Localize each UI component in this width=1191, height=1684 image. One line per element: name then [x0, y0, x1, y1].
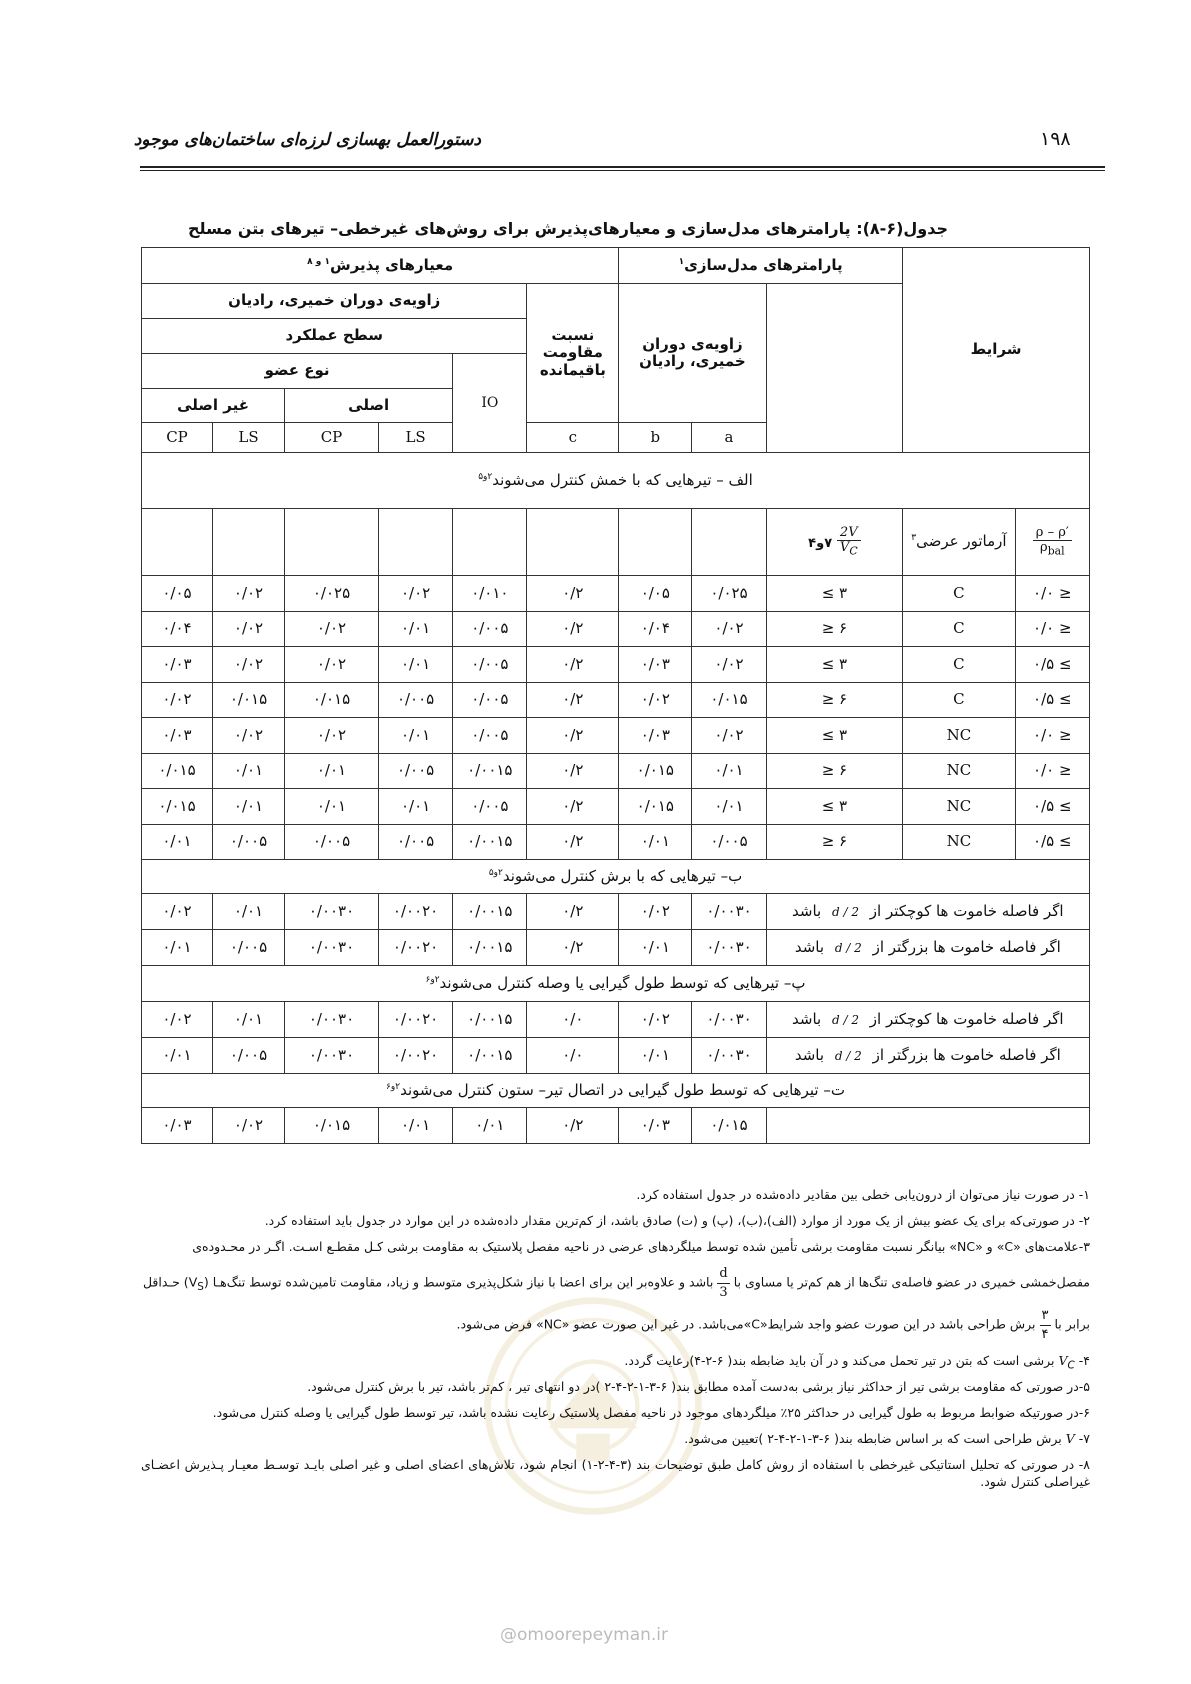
cell-p-cp: ۰/۰۱ — [285, 753, 379, 789]
modeling-plastic-rotation-header: زاویه‌ی دوران خمیری، رادیان — [619, 284, 766, 423]
cell-p-ls: ۰/۰۱ — [378, 718, 452, 754]
cell-io: ۰/۰۰۱۵ — [453, 1002, 527, 1038]
cell-s-cp: ۰/۰۲ — [142, 682, 213, 718]
cell-c: ۰/۰ — [527, 1002, 619, 1038]
cell-a: ۰/۰۰۵ — [692, 824, 766, 860]
cell-a: ۰/۰۰۳۰ — [692, 1002, 766, 1038]
cell-c: ۰/۲ — [527, 1108, 619, 1144]
watermark-text: @omoorepeyman.ir — [500, 1625, 669, 1645]
cell-rho: ≤ ۰/۰ — [1015, 753, 1089, 789]
cell-s-cp: ۰/۰۲ — [142, 1002, 213, 1038]
cell-io: ۰/۰۰۱۵ — [453, 824, 527, 860]
cell-b: ۰/۰۳ — [619, 647, 692, 683]
footnote-3-line3: برابر با ۳ ۴ برش طراحی باشد در این صورت عضو واجد شرایط«C»می‌باشد. در غیر این صورت عضو «NC» فرض می‌شود. — [456, 1308, 1090, 1342]
cell-c: ۰/۲ — [527, 718, 619, 754]
cell-s-cp: ۰/۰۲ — [142, 894, 213, 930]
cell-s-ls: ۰/۰۰۵ — [212, 1038, 284, 1074]
secondary-ls-header: LS — [212, 423, 284, 453]
cell-p-cp: ۰/۰۲۵ — [285, 576, 379, 612]
cell-p-ls: ۰/۰۰۲۰ — [378, 930, 452, 966]
cell-io: ۰/۰۰۵ — [453, 611, 527, 647]
cell-io: ۰/۰۰۵ — [453, 682, 527, 718]
table-row — [142, 824, 1090, 860]
cell-p-cp: ۰/۰۰۳۰ — [285, 894, 379, 930]
conditions-header: شرایط — [903, 248, 1090, 453]
cell-transverse: NC — [903, 824, 1015, 860]
section-joint-title: ت– تیرهایی که توسط طول گیرایی در اتصال تیر– ستون کنترل می‌شوند$^{۲و۶}$ — [142, 1074, 1090, 1108]
cell-s-cp: ۰/۰۵ — [142, 576, 213, 612]
cell-c: ۰/۲ — [527, 576, 619, 612]
cell-s-cp: ۰/۰۳ — [142, 1108, 213, 1144]
header-rule-thin — [140, 170, 1105, 171]
cell-p-cp: ۰/۰۰۳۰ — [285, 1038, 379, 1074]
secondary-cp-header: CP — [142, 423, 213, 453]
cell-s-ls: ۰/۰۱۵ — [212, 682, 284, 718]
cell-p-ls: ۰/۰۲ — [378, 576, 452, 612]
cell-shear-ratio: ≤ ۳ — [766, 576, 903, 612]
cell-io: ۰/۰۰۵ — [453, 647, 527, 683]
cell-s-cp: ۰/۰۱ — [142, 1038, 213, 1074]
cell-p-cp: ۰/۰۲ — [285, 611, 379, 647]
cell-shear-ratio: ≤ ۳ — [766, 718, 903, 754]
cell-b: ۰/۰۲ — [619, 682, 692, 718]
cell-transverse: NC — [903, 753, 1015, 789]
cell-a: ۰/۰۰۳۰ — [692, 894, 766, 930]
cell-a: ۰/۰۰۳۰ — [692, 1038, 766, 1074]
cell-p-cp: ۰/۰۱۵ — [285, 1108, 379, 1144]
table-row — [142, 1002, 1090, 1038]
cell-c: ۰/۲ — [527, 894, 619, 930]
table-row — [142, 647, 1090, 683]
cell-p-cp: ۰/۰۱ — [285, 789, 379, 825]
cell-c: ۰/۲ — [527, 682, 619, 718]
cell-b: ۰/۰۱ — [619, 824, 692, 860]
cell-io: ۰/۰۱۰ — [453, 576, 527, 612]
footnote-5: ۵-در صورتی که مقاومت برشی تیر از حداکثر نیاز برشی به‌دست آمده مطابق بند( ۶-۳-۱-۲-۴-۲ )در دو انتهای تیر ، کم‌تر باشد، تیر با برش کنترل می‌شود. — [307, 1379, 1090, 1394]
cell-p-cp: ۰/۰۱۵ — [285, 682, 379, 718]
cell-io: ۰/۰۰۱۵ — [453, 1038, 527, 1074]
footnote-2: ۲- در صورتی‌که برای یک عضو بیش از یک مورد از موارد (الف)،(ب)، (پ) و (ت) صادق باشد، از کم‌ترین مقدار داده‌شده در این موارد در جدول باید استفاده کرد. — [264, 1213, 1090, 1228]
cell-condition: اگر فاصله خاموت ها بزرگتر از d / 2 باشد — [766, 1038, 1089, 1074]
cell-s-ls: ۰/۰۲ — [212, 576, 284, 612]
cell-c: ۰/۲ — [527, 647, 619, 683]
cell-p-cp: ۰/۰۰۳۰ — [285, 1002, 379, 1038]
reinforcement-ratio-header: $\frac{\rho - \rho'}{\rho_{bal}}$ — [1015, 509, 1089, 576]
performance-level-header: سطح عملکرد — [142, 319, 527, 354]
primary-member-header: اصلی — [285, 389, 453, 423]
cell-transverse: NC — [903, 789, 1015, 825]
cell-p-cp: ۰/۰۲ — [285, 718, 379, 754]
section-flexure-title: الف – تیرهایی که با خمش کنترل می‌شوند$^{۲و۵}$ — [142, 453, 1090, 509]
cell-a: ۰/۰۰۳۰ — [692, 930, 766, 966]
cell-a: ۰/۰۲ — [692, 718, 766, 754]
footnote-1: ۱- در صورت نیاز می‌توان از درون‌یابی خطی بین مقادیر داده‌شده در جدول استفاده کرد. — [636, 1187, 1090, 1202]
cell-s-ls: ۰/۰۱ — [212, 789, 284, 825]
table-caption: جدول(۶-۸): پارامترهای مدل‌سازی و معیارهای‌پذیرش برای روش‌های غیرخطی– تیرهای بتن مسلح — [188, 219, 948, 238]
cell-a: ۰/۰۱ — [692, 753, 766, 789]
cell-s-ls: ۰/۰۰۵ — [212, 824, 284, 860]
flexure-rows — [142, 576, 1090, 860]
cell-transverse: NC — [903, 718, 1015, 754]
cell-rho: ≥ ۰/۵ — [1015, 824, 1089, 860]
cell-b: ۰/۰۵ — [619, 576, 692, 612]
cell-shear-ratio: ≤ ۳ — [766, 647, 903, 683]
running-header-title: دستورالعمل بهسازی لرزه‌ای ساختمان‌های موجود — [133, 130, 481, 150]
cell-p-cp: ۰/۰۲ — [285, 647, 379, 683]
cell-p-ls: ۰/۰۱ — [378, 647, 452, 683]
cell-s-cp: ۰/۰۳ — [142, 647, 213, 683]
cell-c: ۰/۲ — [527, 753, 619, 789]
cell-s-cp: ۰/۰۱۵ — [142, 753, 213, 789]
footnote-7: ۷- V برش طراحی است که بر اساس ضابطه بند( ۶-۳-۱-۲-۴-۲ )تعیین می‌شود. — [684, 1431, 1090, 1446]
cell-a: ۰/۰۱۵ — [692, 682, 766, 718]
cell-p-cp: ۰/۰۰۳۰ — [285, 930, 379, 966]
section-shear-title: ب– تیرهایی که با برش کنترل می‌شوند$^{۲و۵}$ — [142, 860, 1090, 894]
shear-rows — [142, 894, 1090, 966]
primary-ls-header: LS — [378, 423, 452, 453]
cell-a: ۰/۰۲۵ — [692, 576, 766, 612]
cell-s-ls: ۰/۰۱ — [212, 1002, 284, 1038]
shear-ratio-header: $\frac{2V}{V_C}$ ۷و۴ — [766, 509, 903, 576]
page-number: ۱۹۸ — [1040, 128, 1071, 150]
acceptance-criteria-table — [141, 247, 1090, 1144]
cell-s-cp: ۰/۰۴ — [142, 611, 213, 647]
cell-condition: اگر فاصله خاموت ها کوچکتر از d / 2 باشد — [766, 1002, 1089, 1038]
cell-p-ls: ۰/۰۰۲۰ — [378, 894, 452, 930]
cell-transverse: C — [903, 576, 1015, 612]
member-type-header: نوع عضو — [142, 354, 453, 389]
cell-rho: ≥ ۰/۵ — [1015, 647, 1089, 683]
cell-b: ۰/۰۱ — [619, 1038, 692, 1074]
cell-c: ۰/۲ — [527, 930, 619, 966]
cell-p-ls: ۰/۰۰۲۰ — [378, 1002, 452, 1038]
cell-c: ۰/۲ — [527, 824, 619, 860]
footnote-6: ۶-در صورتیکه ضوابط مربوط به طول گیرایی در حداکثر ۲۵٪ میلگردهای موجود در ناحیه مفصل پلاستیک رعایت نشده باشد، تیر توسط طول گیرایی یا وصله کنترل می‌شود. — [212, 1405, 1090, 1420]
cell-b: ۰/۰۱۵ — [619, 753, 692, 789]
cell-p-ls: ۰/۰۱ — [378, 789, 452, 825]
cell-condition-empty — [766, 1108, 1089, 1144]
table-row — [142, 682, 1090, 718]
cell-s-ls: ۰/۰۰۵ — [212, 930, 284, 966]
footnote-3-line1: ۳-علامت‌های «C» و «NC» بیانگر نسبت مقاومت برشی تأمین شده توسط میلگردهای عرضی در ناحیه مفصل پلاستیک به مقاومت برشی کـل مقطـع اسـت. اگـر در محـدوده‌ی — [192, 1239, 1090, 1254]
secondary-member-header: غیر اصلی — [142, 389, 285, 423]
cell-s-ls: ۰/۰۲ — [212, 1108, 284, 1144]
section-splice-title: پ– تیرهایی که توسط طول گیرایی یا وصله کنترل می‌شوند$^{۲و۶}$ — [142, 966, 1090, 1002]
cell-s-cp: ۰/۰۱ — [142, 930, 213, 966]
cell-p-ls: ۰/۰۱ — [378, 611, 452, 647]
cell-transverse: C — [903, 682, 1015, 718]
table-row — [142, 753, 1090, 789]
cell-p-cp: ۰/۰۰۵ — [285, 824, 379, 860]
table-row — [142, 576, 1090, 612]
cell-shear-ratio: ≥ ۶ — [766, 682, 903, 718]
cell-a: ۰/۰۱ — [692, 789, 766, 825]
primary-cp-header: CP — [285, 423, 379, 453]
cell-b: ۰/۰۱ — [619, 930, 692, 966]
cell-io: ۰/۰۰۱۵ — [453, 930, 527, 966]
cell-transverse: C — [903, 611, 1015, 647]
cell-b: ۰/۰۳ — [619, 718, 692, 754]
cell-s-cp: ۰/۰۳ — [142, 718, 213, 754]
joint-row — [142, 1108, 1090, 1144]
cell-p-ls: ۰/۰۰۵ — [378, 824, 452, 860]
cell-condition: اگر فاصله خاموت ها بزرگتر از d / 2 باشد — [766, 930, 1089, 966]
residual-strength-ratio-header: نسبت مقاومت باقیمانده — [527, 284, 619, 423]
table-row — [142, 1038, 1090, 1074]
cell-c: ۰/۲ — [527, 611, 619, 647]
cell-p-ls: ۰/۰۱ — [378, 1108, 452, 1144]
cell-b: ۰/۰۱۵ — [619, 789, 692, 825]
header-rule — [140, 166, 1105, 168]
cell-s-ls: ۰/۰۲ — [212, 718, 284, 754]
table-row — [142, 611, 1090, 647]
cell-shear-ratio: ≤ ۳ — [766, 789, 903, 825]
cell-rho: ≥ ۰/۵ — [1015, 682, 1089, 718]
transverse-reinforcement-header: آرماتور عرضی$^۳$ — [903, 509, 1015, 576]
cell-rho: ≤ ۰/۰ — [1015, 718, 1089, 754]
cell-a: ۰/۰۲ — [692, 647, 766, 683]
cell-shear-ratio: ≥ ۶ — [766, 611, 903, 647]
cell-condition: اگر فاصله خاموت ها کوچکتر از d / 2 باشد — [766, 894, 1089, 930]
cell-p-ls: ۰/۰۰۲۰ — [378, 1038, 452, 1074]
table-row — [142, 789, 1090, 825]
footnote-8: ۸- در صورتی که تحلیل استاتیکی غیرخطی با استفاده از روش کامل طبق توضیحات بند (۳-۴-۲-۱) انجام شود، تلاش‌های اعضای اصلی و غیر اصلی بایـد توسـط معیـار پـذیرش اعضـای غیراصلی کنترل شود. — [141, 1457, 1090, 1489]
table-row — [142, 718, 1090, 754]
cell-b: ۰/۰۲ — [619, 894, 692, 930]
plastic-rotation-header: زاویه‌ی دوران خمیری، رادیان — [142, 284, 527, 319]
cell-b: ۰/۰۲ — [619, 1002, 692, 1038]
col-b-header: b — [619, 423, 692, 453]
cell-a: ۰/۰۱۵ — [692, 1108, 766, 1144]
cell-io: ۰/۰۰۵ — [453, 789, 527, 825]
cell-b: ۰/۰۴ — [619, 611, 692, 647]
cell-rho: ≤ ۰/۰ — [1015, 611, 1089, 647]
acceptance-criteria-header: معیارهای پذیرش$^{۱ و ۸}$ — [142, 248, 619, 284]
cell-io: ۰/۰۰۱۵ — [453, 894, 527, 930]
cell-io: ۰/۰۰۱۵ — [453, 753, 527, 789]
cell-c: ۰/۰ — [527, 1038, 619, 1074]
cell-transverse: C — [903, 647, 1015, 683]
footnote-4: ۴- $V_C$ برشی است که بتن در تیر تحمل می‌کند و در آن باید ضابطه بند( ۶-۲-۴)رعایت گردد. — [624, 1353, 1090, 1372]
splice-rows — [142, 1002, 1090, 1074]
cell-s-ls: ۰/۰۱ — [212, 753, 284, 789]
cell-s-ls: ۰/۰۲ — [212, 647, 284, 683]
cell-p-ls: ۰/۰۰۵ — [378, 753, 452, 789]
cell-shear-ratio: ≥ ۶ — [766, 753, 903, 789]
cell-io: ۰/۰۱ — [453, 1108, 527, 1144]
cell-shear-ratio: ≥ ۶ — [766, 824, 903, 860]
table-row — [142, 930, 1090, 966]
cell-s-ls: ۰/۰۲ — [212, 611, 284, 647]
table-row — [142, 894, 1090, 930]
cell-rho: ≥ ۰/۵ — [1015, 789, 1089, 825]
col-c-header: c — [527, 423, 619, 453]
cell-s-cp: ۰/۰۱ — [142, 824, 213, 860]
cell-a: ۰/۰۲ — [692, 611, 766, 647]
io-header: IO — [453, 354, 527, 453]
modeling-parameters-header: پارامترهای مدل‌سازی$^۱$ — [619, 248, 903, 284]
cell-b: ۰/۰۳ — [619, 1108, 692, 1144]
cell-c: ۰/۲ — [527, 789, 619, 825]
cell-rho: ≤ ۰/۰ — [1015, 576, 1089, 612]
cell-p-ls: ۰/۰۰۵ — [378, 682, 452, 718]
footnote-3-line2: مفصل‌خمشی خمیری در عضو فاصله‌ی تنگ‌ها از هم کم‌تر یا مساوی با $\frac{d}{3}$ باشد و علاوه‌بر این برای اعضا با نیاز شکل‌پذیری متوسط و زیاد، مقاومت تامین‌شده توسط تنگ‌هـا $(V_S)$ حـداقل — [142, 1266, 1090, 1300]
cell-io: ۰/۰۰۵ — [453, 718, 527, 754]
cell-s-cp: ۰/۰۱۵ — [142, 789, 213, 825]
col-a-header: a — [692, 423, 766, 453]
cell-s-ls: ۰/۰۱ — [212, 894, 284, 930]
